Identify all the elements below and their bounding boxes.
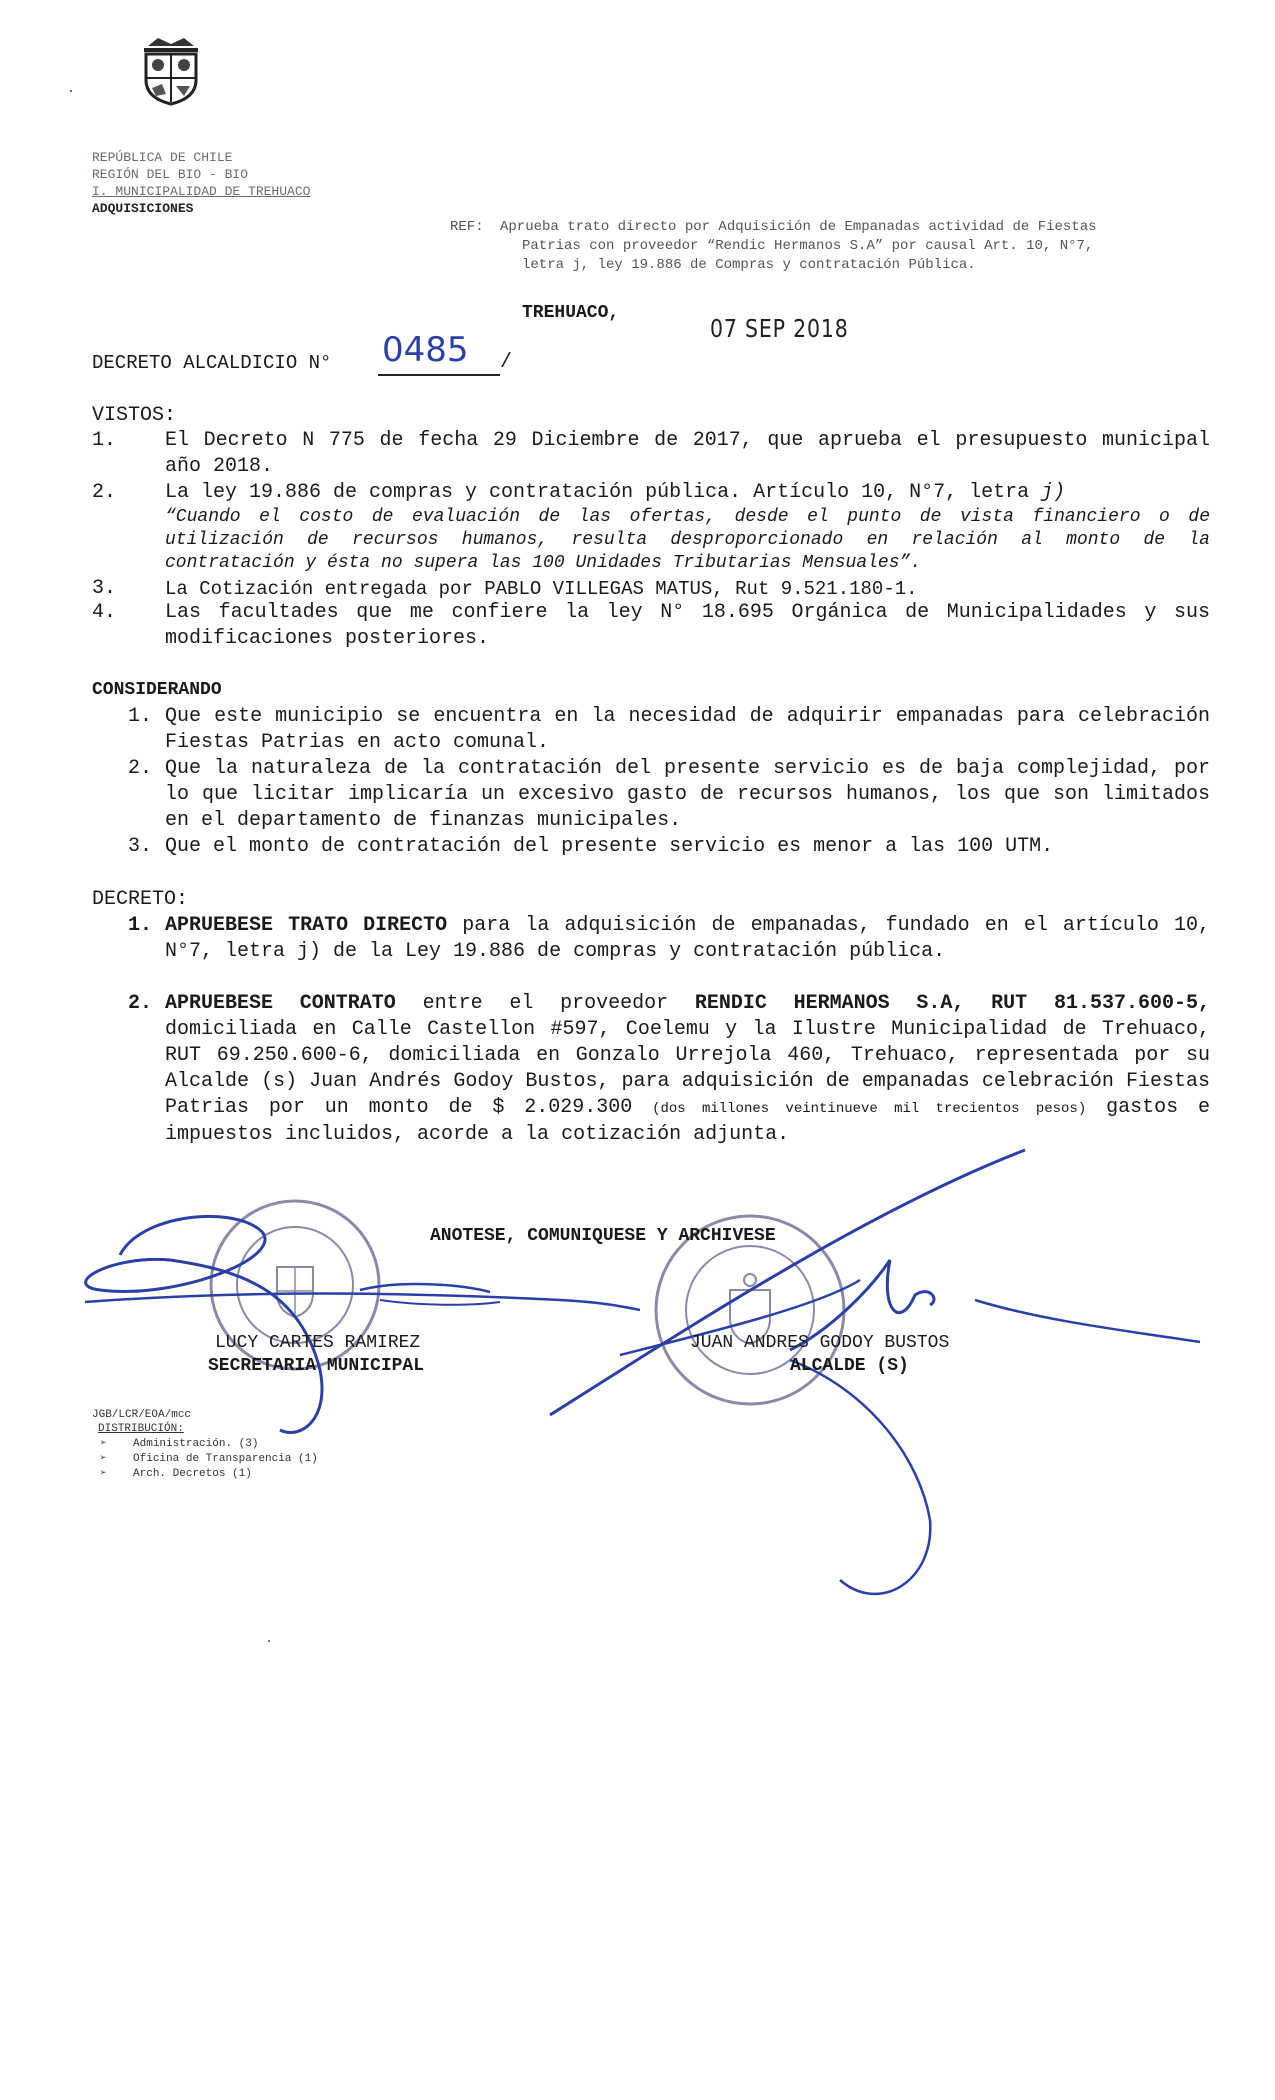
ref-line-1: Aprueba trato directo por Adquisición de Empanadas actividad de Fiestas bbox=[500, 219, 1097, 235]
decreto-2-body-3: gastos e impuestos incluidos, acorde a la cotización adjunta. bbox=[165, 1096, 1210, 1146]
scan-speck bbox=[70, 90, 72, 92]
considerando-3-text: Que el monto de contratación del presente servicio es menor a las 100 UTM. bbox=[165, 835, 1054, 858]
decree-number-handwritten: 0485 bbox=[382, 330, 469, 370]
left-signatory-role: SECRETARIA MUNICIPAL bbox=[208, 1356, 425, 1376]
decreto-1-bold: APRUEBESE TRATO DIRECTO bbox=[165, 914, 448, 937]
place-label: TREHUACO, bbox=[522, 303, 620, 323]
decreto-2-amount-words: (dos millones veintinueve mil trecientos pesos) bbox=[652, 1101, 1087, 1117]
decree-number-underline bbox=[378, 374, 500, 376]
vistos-2-quote: “Cuando el costo de evaluación de las ofertas, desde el punto de vista financiero o de utilización de recursos humanos, resulta desproporcionado en relación al monto de la contratación y ésta no supera las 100 Unidades Tributarias Mensuales”. bbox=[165, 507, 1210, 573]
vistos-3-num: 3. bbox=[92, 577, 117, 600]
footer-initials: JGB/LCR/EOA/mcc bbox=[92, 1409, 192, 1421]
header-country: REPÚBLICA DE CHILE bbox=[92, 150, 233, 165]
decreto-2-body-2: domiciliada en Calle Castellon #597, Coelemu y la Ilustre Municipalidad de Trehuaco, RUT 69.250.600-6, domiciliada en Gonzalo Urrejola 460, Trehuaco, representada por su Alcalde (s) Juan Andrés Godoy Bustos, para adquisición de empanadas celebración Fiestas Patrias por un monto de $ 2.029.300 bbox=[165, 1018, 1210, 1119]
scan-speck bbox=[268, 1640, 270, 1642]
arrow-bullet-icon: ➢ bbox=[100, 1438, 107, 1450]
considerando-3-num: 3. bbox=[128, 835, 153, 858]
decreto-2-num: 2. bbox=[128, 992, 153, 1015]
vistos-4-num: 4. bbox=[92, 601, 117, 624]
closing-statement: ANOTESE, COMUNIQUESE Y ARCHIVESE bbox=[430, 1226, 776, 1246]
right-signatory-name: JUAN ANDRES GODOY BUSTOS bbox=[690, 1333, 950, 1353]
vistos-3-text: La Cotización entregada por PABLO VILLEGAS MATUS, Rut 9.521.180-1. bbox=[165, 578, 918, 600]
blank-area bbox=[0, 1672, 1275, 2100]
ref-line-2: Patrias con proveedor “Rendic Hermanos S.A” por causal Art. 10, N°7, bbox=[522, 238, 1094, 254]
distribution-item-label: Oficina de Transparencia (1) bbox=[133, 1453, 318, 1465]
distribution-item-label: Administración. (3) bbox=[133, 1438, 259, 1450]
distribution-item-label: Arch. Decretos (1) bbox=[133, 1468, 252, 1480]
vistos-2-num: 2. bbox=[92, 481, 117, 504]
ref-line-3: letra j, ley 19.886 de Compras y contratación Pública. bbox=[522, 257, 976, 273]
arrow-bullet-icon: ➢ bbox=[100, 1453, 107, 1465]
considerando-1-text: Que este municipio se encuentra en la necesidad de adquirir empanadas para celebración Fiestas Patrias en acto comunal. bbox=[165, 705, 1210, 754]
decreto-2-bold-1: APRUEBESE CONTRATO bbox=[165, 992, 396, 1015]
right-signatory-role: ALCALDE (S) bbox=[790, 1356, 909, 1376]
vistos-2-text-letter: j) bbox=[1041, 481, 1066, 504]
decreto-title: DECRETO: bbox=[92, 888, 189, 911]
decreto-2-body-1: entre el proveedor bbox=[422, 992, 669, 1015]
decree-label: DECRETO ALCALDICIO N° bbox=[92, 352, 332, 374]
coat-of-arms-icon bbox=[138, 36, 204, 106]
vistos-1-text: El Decreto N 775 de fecha 29 Diciembre de 2017, que aprueba el presupuesto municipal año 2018. bbox=[165, 429, 1210, 478]
decree-slash: / bbox=[500, 351, 513, 374]
distribution-item bbox=[100, 1452, 318, 1467]
vistos-1-num: 1. bbox=[92, 429, 117, 452]
considerando-2-num: 2. bbox=[128, 757, 153, 780]
considerando-2-text: Que la naturaleza de la contratación del presente servicio es de baja complejidad, por lo que licitar implicaría un excesivo gasto de recursos humanos, los que son limitados en el departamento de finanzas municipales. bbox=[165, 757, 1210, 832]
left-signatory-name: LUCY CARTES RAMIREZ bbox=[215, 1333, 421, 1353]
considerando-title: CONSIDERANDO bbox=[92, 680, 222, 700]
date-stamp: 07 SEP 2018 bbox=[710, 314, 849, 343]
decreto-1-num: 1. bbox=[128, 914, 153, 937]
decreto-2-bold-2: RENDIC HERMANOS S.A, RUT 81.537.600-5, bbox=[694, 992, 1210, 1015]
arrow-bullet-icon: ➢ bbox=[100, 1468, 107, 1480]
vistos-title: VISTOS: bbox=[92, 404, 177, 427]
vistos-2-line bbox=[165, 480, 1210, 506]
decreto-1-body: para la adquisición de empanadas, fundado en el artículo 10, N°7, letra j) de la Ley 19.886 de compras y contratación pública. bbox=[165, 914, 1210, 963]
header-region: REGIÓN DEL BIO - BIO bbox=[92, 167, 249, 182]
distribution-item bbox=[100, 1467, 252, 1482]
decreto-2-text bbox=[165, 991, 1210, 1148]
decreto-1-text bbox=[165, 913, 1210, 965]
vistos-2-text: La ley 19.886 de compras y contratación pública. Artículo 10, N°7, letra bbox=[165, 481, 1030, 504]
considerando-1-num: 1. bbox=[128, 705, 153, 728]
header-municipality: I. MUNICIPALIDAD DE TREHUACO bbox=[92, 184, 311, 199]
ref-label: REF: bbox=[450, 219, 484, 235]
vistos-4-text: Las facultades que me confiere la ley N° 18.695 Orgánica de Municipalidades y sus modificaciones posteriores. bbox=[165, 601, 1210, 650]
distribution-title: DISTRIBUCIÓN: bbox=[98, 1423, 184, 1435]
header-department: ADQUISICIONES bbox=[92, 201, 194, 216]
distribution-item bbox=[100, 1437, 258, 1452]
